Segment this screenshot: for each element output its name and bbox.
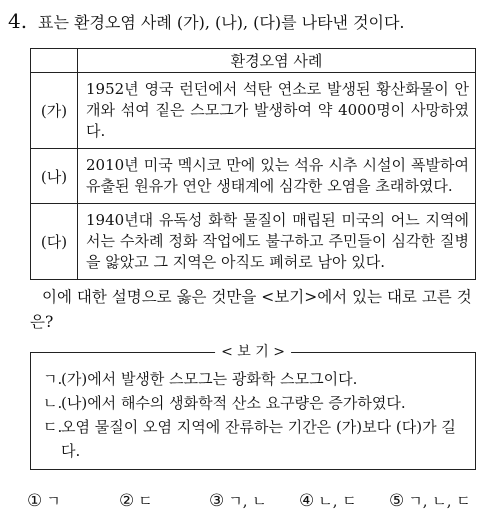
choice-number: ③ (209, 491, 225, 511)
table-header-row (31, 49, 476, 73)
question-text: 표는 환경오염 사례 (가), (나), (다)를 나타낸 것이다. (38, 13, 405, 32)
choice-answer: ㄱ, ㄴ, ㄷ (408, 492, 471, 510)
question-header (8, 6, 488, 36)
choice-answer: ㄱ (46, 492, 61, 510)
choice-answer: ㄴ, ㄷ (318, 492, 357, 510)
choice-number: ⑤ (389, 491, 405, 511)
bogi-item (43, 415, 467, 463)
row-content: 2010년 미국 멕시코 만에 있는 석유 시추 시설이 폭발하여 유출된 원유가 연안 생태계에 심각한 오염을 초래하였다. (78, 149, 476, 204)
choice-answer: ㄷ (138, 492, 153, 510)
bogi-item (43, 367, 467, 391)
choice-4[interactable] (299, 488, 357, 514)
row-label: (가) (31, 73, 78, 149)
table-row (31, 149, 476, 204)
table-corner-cell (31, 49, 78, 73)
bogi-list (43, 367, 467, 463)
bogi-title: < 보 기 > (215, 342, 291, 362)
answer-choices (27, 488, 487, 514)
choice-number: ② (119, 491, 135, 511)
bogi-marker: ㄱ. (43, 370, 63, 388)
bogi-item (43, 391, 467, 415)
table-header: 환경오염 사례 (78, 49, 476, 73)
choice-5[interactable] (389, 488, 471, 514)
bogi-box (30, 344, 476, 470)
choice-number: ① (27, 491, 43, 511)
choice-1[interactable] (27, 488, 61, 514)
bogi-text: 오염 물질이 오염 지역에 잔류하는 기간은 (가)보다 (다)가 길다. (61, 418, 456, 460)
bogi-marker: ㄷ. (43, 418, 63, 436)
row-content: 1940년대 유독성 화학 물질이 매립된 미국의 어느 지역에서는 수차례 정화 작업에도 불구하고 주민들이 심각한 질병을 앓았고 그 지역은 아직도 폐허로 남아 있다. (78, 204, 476, 280)
bogi-text: (나)에서 해수의 생화학적 산소 요구량은 증가하였다. (61, 394, 406, 412)
bogi-marker: ㄴ. (43, 394, 63, 412)
table-row (31, 73, 476, 149)
row-label: (나) (31, 149, 78, 204)
row-label: (다) (31, 204, 78, 280)
choice-2[interactable] (119, 488, 153, 514)
choice-number: ④ (299, 491, 315, 511)
table-row (31, 204, 476, 280)
choice-answer: ㄱ, ㄴ (228, 492, 267, 510)
row-content: 1952년 영국 런던에서 석탄 연소로 발생된 황산화물이 안개와 섞여 짙은 스모그가 발생하여 약 4000명이 사망하였다. (78, 73, 476, 149)
bogi-text: (가)에서 발생한 스모그는 광화학 스모그이다. (61, 370, 358, 388)
pollution-cases-table (30, 48, 476, 280)
choice-3[interactable] (209, 488, 267, 514)
question-number: 4. (8, 9, 28, 33)
question-prompt: 이에 대한 설명으로 옳은 것만을 <보기>에서 있는 대로 고른 것은? (30, 288, 472, 331)
